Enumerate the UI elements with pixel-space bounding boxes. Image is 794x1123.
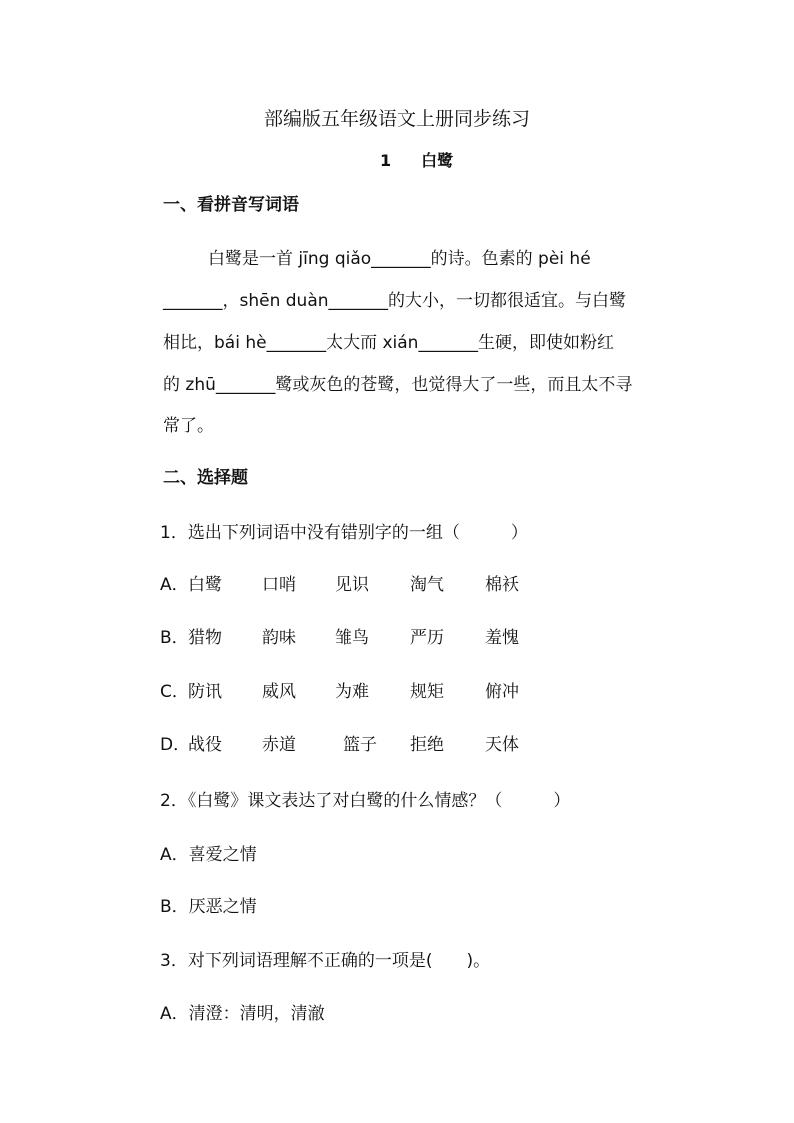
option-word: 战役 xyxy=(188,735,222,755)
option-word: 威风 xyxy=(262,682,296,702)
option-word: 羞愧 xyxy=(485,628,519,648)
option-word: 见识 xyxy=(335,575,369,595)
section-heading-pinyin: 一、看拼音写词语 xyxy=(163,195,299,215)
option-word: 篮子 xyxy=(343,735,377,755)
option-word: 为难 xyxy=(335,682,369,702)
option-word: 淘气 xyxy=(410,575,444,595)
section-heading-choice: 二、选择题 xyxy=(163,468,248,488)
option-letter: B． xyxy=(160,628,189,648)
q2-option-a: A．喜爱之情 xyxy=(160,845,257,865)
option-letter: C． xyxy=(160,682,189,702)
paragraph-line: 常了。 xyxy=(163,416,214,436)
option-word: 雏鸟 xyxy=(335,628,369,648)
q2-option-b: B．厌恶之情 xyxy=(160,897,257,917)
option-word: 猎物 xyxy=(188,628,222,648)
question-2: 2．《白鹭》课文表达了对白鹭的什么情感？（ ） xyxy=(160,791,571,811)
option-word: 严历 xyxy=(410,628,444,648)
option-word: 规矩 xyxy=(410,682,444,702)
lesson-heading xyxy=(380,148,453,171)
option-word: 天体 xyxy=(485,735,519,755)
option-word: 俯冲 xyxy=(485,682,519,702)
option-word: 白鹭 xyxy=(188,575,222,595)
option-letter: D． xyxy=(160,735,191,755)
option-word: 棉袄 xyxy=(485,575,519,595)
paragraph-line: 相比，bái hè_______太大而 xián_______生硬，即使如粉红 xyxy=(163,333,614,353)
option-word: 拒绝 xyxy=(410,735,444,755)
page-title: 部编版五年级语文上册同步练习 xyxy=(263,108,530,130)
question-1: 1．选出下列词语中没有错别字的一组（ ） xyxy=(160,523,528,543)
lesson-number: 1 xyxy=(380,151,392,170)
paragraph-line: _______，shēn duàn_______的大小，一切都很适宜。与白鹭 xyxy=(163,291,627,311)
option-word: 韵味 xyxy=(262,628,296,648)
option-word: 防讯 xyxy=(188,682,222,702)
option-word: 赤道 xyxy=(262,735,296,755)
q3-option-a: A．清澄：清明，清澈 xyxy=(160,1004,325,1024)
lesson-name: 白鹭 xyxy=(421,151,454,170)
option-word: 口哨 xyxy=(262,575,296,595)
question-3: 3．对下列词语理解不正确的一项是( )。 xyxy=(160,951,491,971)
paragraph-line: 白鹭是一首 jīng qiǎo_______的诗。色素的 pèi hé xyxy=(208,249,591,269)
option-letter: A． xyxy=(160,575,189,595)
paragraph-line: 的 zhū_______鹭或灰色的苍鹭，也觉得大了一些，而且太不寻 xyxy=(163,375,633,395)
